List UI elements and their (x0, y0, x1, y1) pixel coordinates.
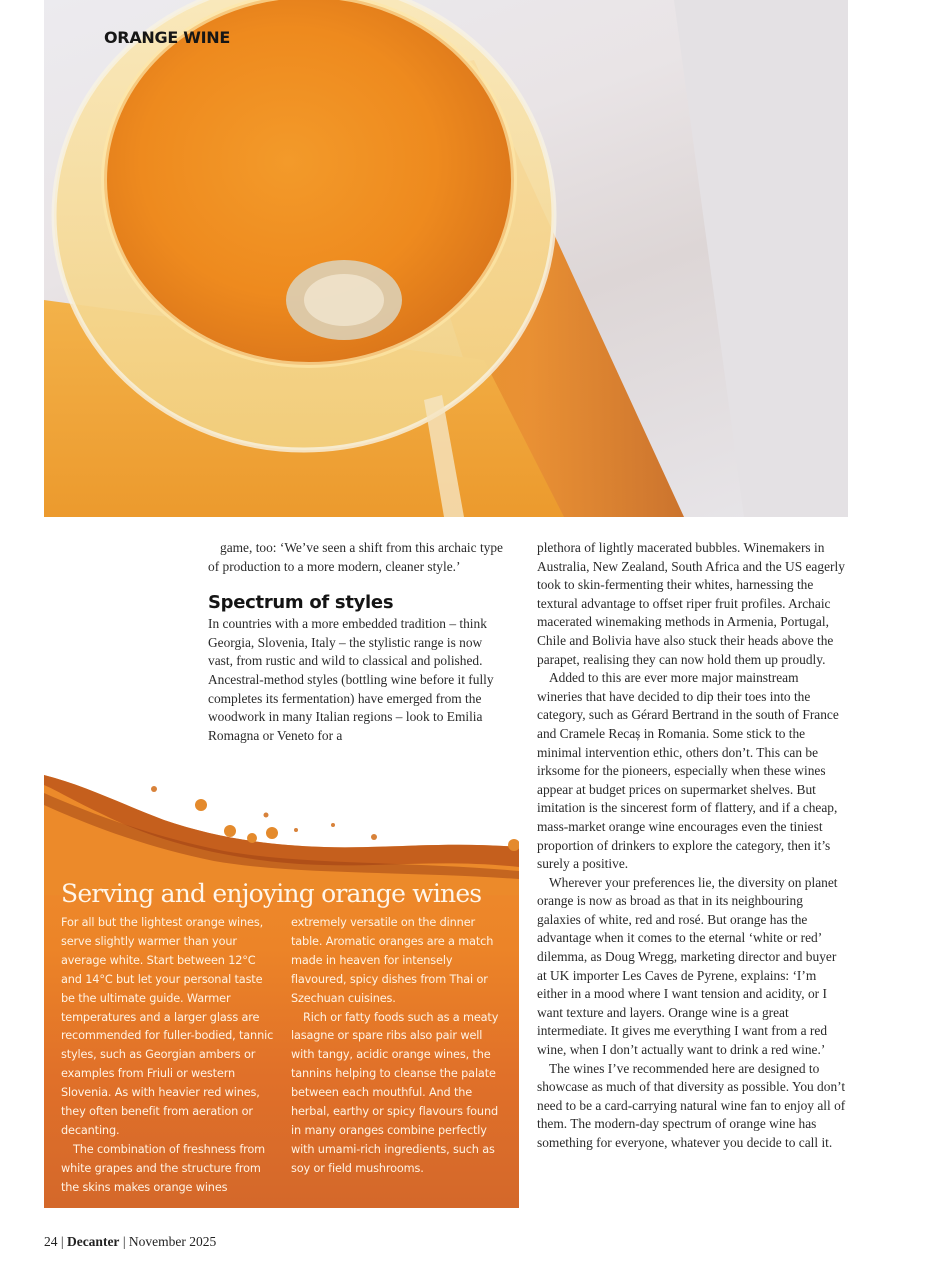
sidebar-paragraph: The combination of freshness from white grapes and the structure from the skins makes orange wines (61, 1142, 266, 1194)
section-tag: ORANGE WINE (104, 28, 230, 47)
subheading: Spectrum of styles (208, 592, 394, 614)
page-number: 24 (44, 1234, 58, 1249)
wine-splash-graphic (44, 775, 519, 895)
issue-date: November 2025 (128, 1234, 217, 1249)
sidebar-paragraph: Rich or fatty foods such as a meaty lasagne or spare ribs also pair well with tangy, acidic orange wines, the tannins helping to cleanse the palate between each mouthful. And the herbal, earthy or spicy flavours found in many oranges combine perfectly with umami-rich ingredients, such as soy or field mushrooms. (291, 1010, 499, 1175)
article-column-right (537, 539, 847, 1153)
body-paragraph: The wines I’ve recommended here are designed to showcase as much of that diversity as possible. You don’t need to be a card-carrying natural wine fan to enjoy all of them. The modern-day spectrum of orange wine has something for everyone, whatever you decide to call it. (537, 1060, 846, 1150)
sidebar-column-left (61, 914, 279, 1198)
body-paragraph: plethora of lightly macerated bubbles. Winemakers in Australia, New Zealand, South Africa and the US eagerly took to skin-fermenting their whites, harnessing the textural advantage to offset riper fruit profiles. Archaic macerated winemaking methods in Armenia, Portugal, Chile and Bolivia have also stuck their heads above the parapet, realising they can now hold them up proudly. (537, 540, 845, 667)
body-paragraph: Added to this are ever more major mainstream wineries that have decided to dip their toes into the category, such as Gérard Bertrand in the south of France and Cramele Recaș in Romania. Some stick to the minimal intervention ethic, others don’t. This can be irksome for the pioneers, especially when these wines appear at budget prices on supermarket shelves. But imitation is the sincerest form of flattery, and if a cheap, mass-market orange wine encourages even the tiniest proportion of drinkers to explore the category, then it’s surely a positive. (537, 670, 839, 872)
body-paragraph: game, too: ‘We’ve seen a shift from this archaic type of production to a more modern, cleaner style.’ (208, 540, 503, 574)
sidebar-paragraph: extremely versatile on the dinner table. Aromatic oranges are a match made in heaven for intensely flavoured, spicy dishes from Thai or Szechuan cuisines. (291, 916, 494, 1005)
publication-name: Decanter (66, 1234, 120, 1249)
sidebar-column-right (291, 914, 509, 1179)
folio-separator: | (60, 1234, 64, 1249)
sidebar-title: Serving and enjoying orange wines (61, 879, 482, 908)
body-paragraph: Wherever your preferences lie, the diversity on planet orange is now as broad as that in its neighbouring galaxies of white, red and rosé. But orange has the advantage when it comes to the eternal ‘white or red’ dilemma, as Doug Wregg, marketing director and buyer at UK importer Les Caves de Pyrene, explains: ‘I’m either in a mood where I want tension and acidity, or I want texture and layers. Orange wine is a great intermediate. It gives me everything I want from a red wine, when I don’t actually want to drink a red wine.’ (537, 874, 838, 1058)
sidebar-paragraph: For all but the lightest orange wines, serve slightly warmer than your average white. Start between 12°C and 14°C but let your personal taste be the ultimate guide. Warmer temperatures and a larger glass are recommended for fuller-bodied, tannic styles, such as Georgian ambers or examples from Friuli or western Slovenia. As with heavier red wines, they often benefit from aeration or decanting. (61, 916, 274, 1137)
hero-photo-orange-wine-glass (44, 0, 848, 517)
sidebar-box-serving (44, 775, 519, 1208)
article-column-middle (208, 539, 504, 745)
wine-glass-illustration (44, 0, 848, 517)
folio-separator: | (122, 1234, 126, 1249)
body-paragraph: In countries with a more embedded tradition – think Georgia, Slovenia, Italy – the stylistic range is now vast, from rustic and wild to classical and polished. Ancestral-method styles (bottling wine before it fully completes its fermentation) have emerged from the woodwork in many Italian regions – look to Emilia Romagna or Veneto for a (208, 616, 494, 743)
page-folio (44, 1234, 216, 1250)
